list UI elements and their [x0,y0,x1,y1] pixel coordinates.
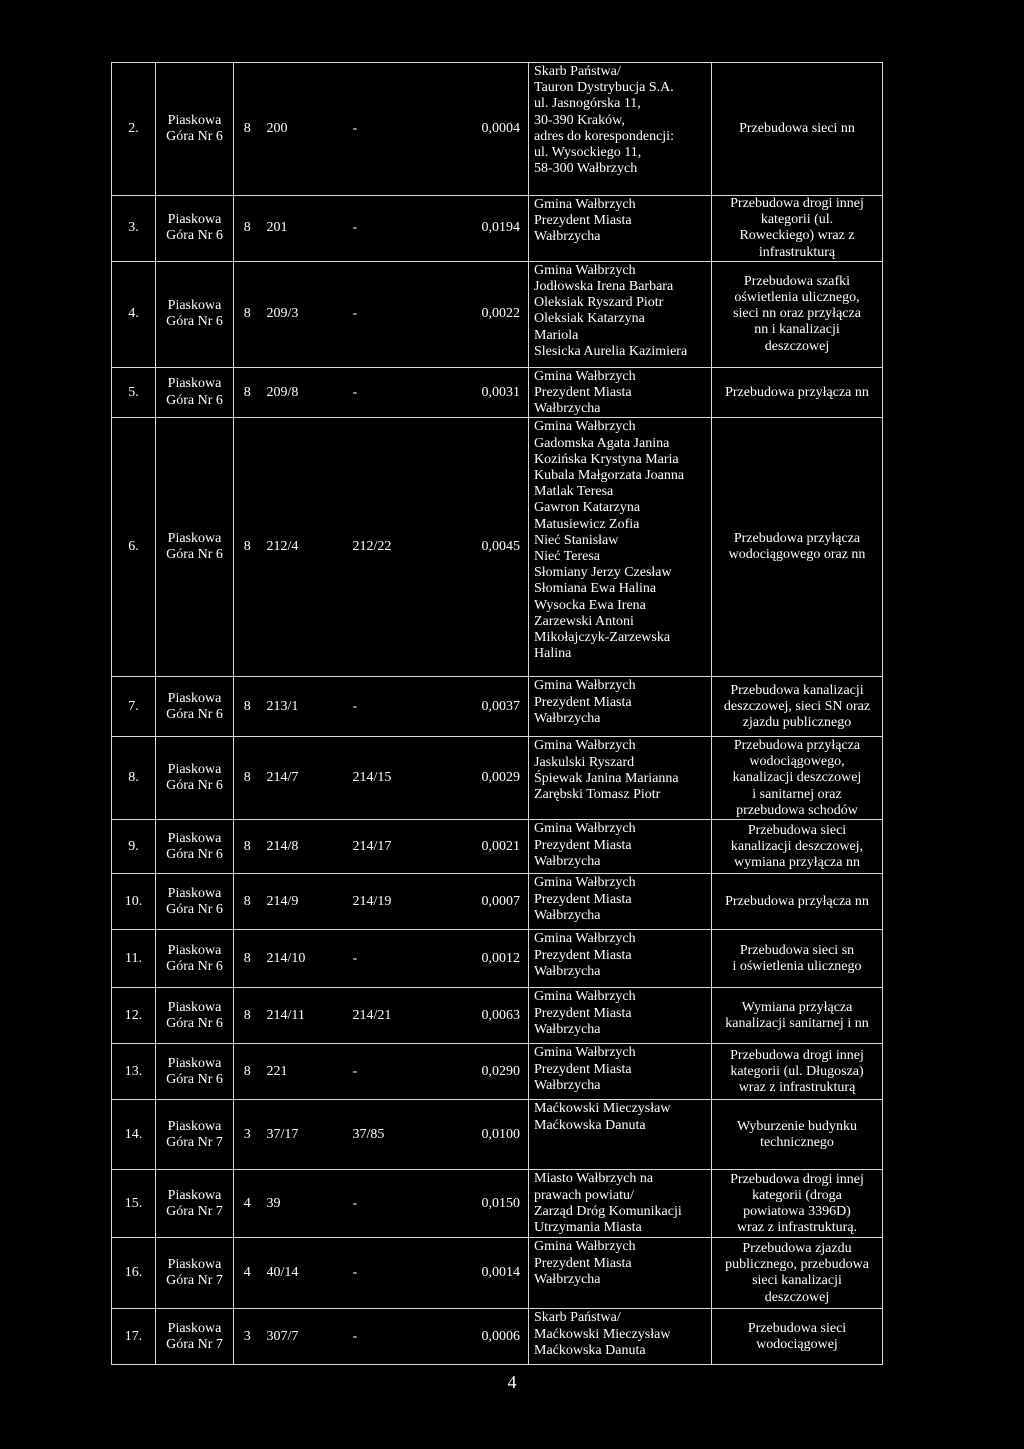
owner-line: Tauron Dystrybucja S.A. [534,80,674,96]
location-cell [156,196,234,262]
location-cell [156,63,234,196]
owner-line: ul. Wysockiego 11, [534,145,642,161]
scope-cell [712,1044,883,1100]
scope-line: wymiana przyłącza nn [734,855,860,871]
area-value: 0,0100 [414,1100,529,1170]
scope-line: i oświetlenia ulicznego [732,958,862,974]
owner-line: Prezydent Miasta [534,694,632,710]
location-line: Piaskowa [167,999,222,1015]
page-number: 4 [507,1372,517,1392]
scope-line: Przebudowa drogi innej [730,196,864,211]
owner-line: Gmina Wałbrzych [534,368,636,384]
scope-line: Przebudowa sieci [747,822,847,838]
parcel-number: 39 [261,1170,349,1238]
owner-cell [529,874,712,930]
new-parcel-number: - [349,1238,414,1309]
owner-line: Skarb Państwa/ [534,64,621,79]
location-line: Góra Nr 6 [166,1071,223,1087]
owner-cell [529,1309,712,1365]
owner-line: Wałbrzycha [534,853,601,869]
owner-line: Słomiany Jerzy Czesław [534,565,672,581]
scope-line: zjazdu publicznego [742,715,852,731]
area-value: 0,0014 [414,1238,529,1309]
table-row [112,1044,883,1100]
owner-line: Wałbrzycha [534,1077,601,1093]
area-value: 0,0012 [414,930,529,988]
new-parcel-number: - [349,261,414,367]
new-parcel-number: - [349,1170,414,1238]
owner-cell [529,677,712,737]
owner-line: Maćkowska Danuta [534,1117,646,1133]
row-number: 2. [112,63,156,196]
scope-line: Przebudowa szafki [743,273,851,289]
location-line: Piaskowa [167,1320,222,1336]
scope-line: nn i kanalizacji [754,322,840,338]
scope-line: Przebudowa drogi innej [730,1171,864,1187]
area-value: 0,0021 [414,820,529,874]
scope-cell [712,1238,883,1309]
scope-line: infrastrukturą [758,244,836,260]
scope-line: technicznego [760,1134,834,1150]
location-line: Piaskowa [167,885,222,901]
location-line: Piaskowa [167,942,222,958]
owner-line: Halina [534,646,572,662]
parcel-table-frame [111,62,882,1358]
owner-line: Prezydent Miasta [534,947,632,963]
location-cell [156,930,234,988]
precinct-number: 3 [234,1309,261,1365]
parcel-number: 214/11 [261,988,349,1044]
scope-line: Przebudowa drogi innej [730,1047,864,1063]
owner-line: Miasto Wałbrzych na [534,1171,654,1187]
area-value: 0,0004 [414,63,529,196]
location-line: Piaskowa [167,1055,222,1071]
location-cell [156,677,234,737]
parcel-number: 37/17 [261,1100,349,1170]
location-line: Góra Nr 7 [166,1203,223,1219]
owner-line: Śpiewak Janina Marianna [534,770,679,786]
owner-line: Utrzymania Miasta [534,1220,642,1236]
precinct-number: 8 [234,874,261,930]
owner-line: Oleksiak Ryszard Piotr [534,295,664,311]
table-row [112,63,883,196]
scope-cell [712,196,883,262]
precinct-number: 8 [234,737,261,820]
table-row [112,820,883,874]
owner-line: Jaskulski Ryszard [534,754,635,770]
owner-cell [529,1170,712,1238]
location-cell [156,1170,234,1238]
row-number: 16. [112,1238,156,1309]
location-line: Piaskowa [167,1257,222,1273]
scope-line: powiatowa 3396D) [743,1203,851,1219]
parcel-number: 214/7 [261,737,349,820]
location-line: Góra Nr 6 [166,314,223,330]
new-parcel-number: 214/17 [349,820,414,874]
owner-line: Prezydent Miasta [534,891,632,907]
new-parcel-number: 214/19 [349,874,414,930]
row-number: 11. [112,930,156,988]
owner-line: Wałbrzycha [534,1271,601,1287]
owner-line: Gawron Katarzyna [534,500,641,516]
owner-line: Gmina Wałbrzych [534,1045,636,1061]
location-cell [156,988,234,1044]
owner-cell [529,988,712,1044]
precinct-number: 8 [234,418,261,677]
new-parcel-number: - [349,63,414,196]
scope-cell [712,874,883,930]
row-number: 15. [112,1170,156,1238]
scope-cell [712,418,883,677]
owner-line: prawach powiatu/ [534,1187,634,1203]
owner-cell [529,1100,712,1170]
precinct-number: 8 [234,930,261,988]
precinct-number: 4 [234,1238,261,1309]
location-cell [156,874,234,930]
scope-line: Przebudowa przyłącza [733,737,861,753]
scope-line: sieci nn oraz przyłącza [733,306,861,322]
precinct-number: 8 [234,1044,261,1100]
new-parcel-number: 37/85 [349,1100,414,1170]
row-number: 10. [112,874,156,930]
scope-line: wodociągowej [756,1336,838,1352]
area-value: 0,0150 [414,1170,529,1238]
owner-line: Wałbrzycha [534,963,601,979]
scope-line: deszczowej [764,1289,830,1305]
area-value: 0,0007 [414,874,529,930]
scope-cell [712,1100,883,1170]
location-line: Piaskowa [167,531,222,547]
owner-cell [529,63,712,196]
scope-cell [712,820,883,874]
new-parcel-number: 212/22 [349,418,414,677]
owner-line: Nieć Teresa [534,549,601,565]
owner-cell [529,418,712,677]
location-line: Góra Nr 6 [166,901,223,917]
location-cell [156,1044,234,1100]
row-number: 9. [112,820,156,874]
owner-cell [529,737,712,820]
location-line: Piaskowa [167,830,222,846]
location-line: Góra Nr 6 [166,706,223,722]
location-line: Piaskowa [167,376,222,392]
location-line: Piaskowa [167,298,222,314]
row-number: 13. [112,1044,156,1100]
area-value: 0,0031 [414,367,529,418]
table-row [112,988,883,1044]
scope-line: Przebudowa sieci sn [739,942,855,958]
parcel-number: 212/4 [261,418,349,677]
scope-cell [712,1170,883,1238]
precinct-number: 4 [234,1170,261,1238]
scope-line: Przebudowa przyłącza [733,531,861,547]
owner-line: 58-300 Wałbrzych [534,161,638,177]
owner-line: Maćkowski Mieczysław [534,1326,671,1342]
owner-line: Kubala Małgorzata Joanna [534,468,685,484]
location-line: Góra Nr 6 [166,228,223,244]
location-line: Piaskowa [167,1118,222,1134]
scope-line: oświetlenia ulicznego, [734,290,860,305]
scope-line: deszczowej, sieci SN oraz [723,698,871,714]
scope-line: deszczowej [764,338,830,354]
location-line: Góra Nr 6 [166,958,223,974]
owner-line: Prezydent Miasta [534,385,632,401]
location-line: Góra Nr 6 [166,547,223,563]
owner-cell [529,1238,712,1309]
table-row [112,1238,883,1309]
scope-line: kategorii (droga [752,1187,842,1203]
new-parcel-number: - [349,1044,414,1100]
owner-line: Jodłowska Irena Barbara [534,279,674,295]
table-row [112,1100,883,1170]
area-value: 0,0029 [414,737,529,820]
new-parcel-number: - [349,930,414,988]
area-value: 0,0022 [414,261,529,367]
owner-line: Wałbrzycha [534,1021,601,1037]
owner-line: Wałbrzycha [534,710,601,726]
row-number: 7. [112,677,156,737]
owner-cell [529,196,712,262]
parcel-number: 214/8 [261,820,349,874]
area-value: 0,0045 [414,418,529,677]
location-cell [156,418,234,677]
owner-line: Gmina Wałbrzych [534,197,636,212]
location-cell [156,1238,234,1309]
location-line: Piaskowa [167,1187,222,1203]
owner-line: Oleksiak Katarzyna [534,311,645,327]
area-value: 0,0037 [414,677,529,737]
scope-cell [712,1309,883,1365]
row-number: 5. [112,367,156,418]
scope-line: Przebudowa przyłącza nn [725,384,869,400]
scope-line: wodociągowego oraz nn [728,547,866,563]
owner-line: Gmina Wałbrzych [534,875,636,891]
owner-line: Nieć Stanisław [534,532,619,548]
row-number: 6. [112,418,156,677]
parcel-number: 201 [261,196,349,262]
scope-line: sieci kanalizacji [752,1273,842,1289]
area-value: 0,0006 [414,1309,529,1365]
location-line: Góra Nr 6 [166,778,223,794]
scope-line: i sanitarnej oraz [752,786,842,802]
scope-line: wraz z infrastrukturą. [736,1220,858,1236]
owner-line: Prezydent Miasta [534,1255,632,1271]
parcel-number: 221 [261,1044,349,1100]
owner-line: Mariola [534,327,579,343]
scope-cell [712,930,883,988]
scope-line: Wyburzenie budynku [736,1118,858,1134]
location-line: Góra Nr 6 [166,846,223,862]
owner-line: Zarzewski Antoni [534,613,634,629]
table-row [112,874,883,930]
owner-line: Prezydent Miasta [534,1005,632,1021]
scope-line: Wymiana przyłącza [741,999,853,1015]
location-line: Góra Nr 7 [166,1134,223,1150]
owner-line: Prezydent Miasta [534,1061,632,1077]
parcel-number: 40/14 [261,1238,349,1309]
scope-cell [712,737,883,820]
owner-line: Prezydent Miasta [534,837,632,853]
owner-line: Wałbrzycha [534,907,601,923]
parcel-number: 209/3 [261,261,349,367]
precinct-number: 8 [234,196,261,262]
location-line: Góra Nr 6 [166,129,223,144]
owner-line: Gmina Wałbrzych [534,419,636,435]
owner-cell [529,367,712,418]
parcel-table-body [112,63,883,1365]
location-line: Piaskowa [167,762,222,778]
scope-line: Przebudowa zjazdu [742,1241,852,1257]
location-line: Góra Nr 7 [166,1273,223,1289]
scope-line: Przebudowa sieci nn [739,120,855,136]
owner-line: Slesicka Aurelia Kazimiera [534,343,688,359]
scope-line: kanalizacji deszczowej [732,770,862,786]
owner-line: adres do korespondencji: [534,128,674,144]
scope-line: Przebudowa sieci [747,1320,847,1336]
owner-line: Maćkowska Danuta [534,1342,646,1358]
new-parcel-number: 214/15 [349,737,414,820]
scope-line: kategorii (ul. [760,212,834,228]
location-line: Góra Nr 7 [166,1336,223,1352]
precinct-number: 8 [234,988,261,1044]
location-cell [156,367,234,418]
table-row [112,737,883,820]
scope-line: publicznego, przebudowa [725,1257,869,1273]
new-parcel-number: - [349,367,414,418]
area-value: 0,0194 [414,196,529,262]
owner-line: Wałbrzycha [534,401,601,417]
parcel-number: 209/8 [261,367,349,418]
owner-line: Zarębski Tomasz Piotr [534,787,661,803]
owner-line: Gadomska Agata Janina [534,435,670,451]
scope-line: Roweckiego) wraz z [739,228,855,244]
row-number: 14. [112,1100,156,1170]
area-value: 0,0063 [414,988,529,1044]
location-cell [156,261,234,367]
owner-line: Gmina Wałbrzych [534,1239,636,1255]
row-number: 8. [112,737,156,820]
row-number: 4. [112,261,156,367]
scope-line: kanalizacji sanitarnej i nn [725,1015,869,1031]
location-cell [156,1100,234,1170]
parcel-number: 214/10 [261,930,349,988]
precinct-number: 8 [234,820,261,874]
owner-line: Gmina Wałbrzych [534,262,636,278]
parcel-number: 214/9 [261,874,349,930]
table-row [112,367,883,418]
scope-cell [712,63,883,196]
new-parcel-number: - [349,677,414,737]
owner-line: Wysocka Ewa Irena [534,597,646,613]
precinct-number: 8 [234,261,261,367]
scope-cell [712,261,883,367]
table-row [112,261,883,367]
table-row [112,1309,883,1365]
scope-cell [712,677,883,737]
table-row [112,930,883,988]
parcel-number: 200 [261,63,349,196]
location-cell [156,1309,234,1365]
parcel-number: 307/7 [261,1309,349,1365]
table-row [112,196,883,262]
location-line: Piaskowa [167,212,222,228]
owner-cell [529,1044,712,1100]
owner-line: Kozińska Krystyna Maria [534,451,679,467]
scope-line: wraz z infrastrukturą [738,1080,856,1096]
parcel-number: 213/1 [261,677,349,737]
area-value: 0,0290 [414,1044,529,1100]
precinct-number: 8 [234,677,261,737]
parcel-table [111,62,883,1365]
row-number: 17. [112,1309,156,1365]
owner-line: ul. Jasnogórska 11, [534,96,641,112]
new-parcel-number: - [349,1309,414,1365]
owner-line: Matusiewicz Zofia [534,516,640,532]
owner-line: Matlak Teresa [534,484,614,500]
scope-cell [712,988,883,1044]
owner-line: Gmina Wałbrzych [534,931,636,947]
owner-line: Mikołajczyk-Zarzewska [534,630,671,646]
owner-cell [529,820,712,874]
scope-line: przebudowa schodów [736,802,858,818]
scope-line: kategorii (ul. Długosza) [730,1063,864,1079]
row-number: 3. [112,196,156,262]
owner-cell [529,930,712,988]
location-line: Piaskowa [167,690,222,706]
new-parcel-number: 214/21 [349,988,414,1044]
table-row [112,1170,883,1238]
location-cell [156,820,234,874]
scope-cell [712,367,883,418]
scope-line: Przebudowa przyłącza nn [725,893,869,909]
table-row [112,418,883,677]
location-line: Piaskowa [167,112,222,128]
location-line: Góra Nr 6 [166,1015,223,1031]
owner-line: Gmina Wałbrzych [534,821,636,837]
owner-line: Skarb Państwa/ [534,1310,621,1326]
precinct-number: 8 [234,63,261,196]
owner-line: Wałbrzycha [534,229,601,245]
location-line: Góra Nr 6 [166,392,223,408]
precinct-number: 3 [234,1100,261,1170]
new-parcel-number: - [349,196,414,262]
scope-line: kanalizacji deszczowej, [730,838,864,854]
owner-line: Gmina Wałbrzych [534,678,636,694]
table-row [112,677,883,737]
owner-line: Gmina Wałbrzych [534,989,636,1005]
owner-line: Gmina Wałbrzych [534,738,636,754]
owner-line: Prezydent Miasta [534,213,632,229]
scope-line: wodociągowego, [749,754,845,770]
scope-line: Przebudowa kanalizacji [730,682,864,698]
owner-line: Zarząd Dróg Komunikacji [534,1203,682,1219]
owner-line: 30-390 Kraków, [534,112,625,128]
row-number: 12. [112,988,156,1044]
owner-line: Słomiana Ewa Halina [534,581,657,597]
precinct-number: 8 [234,367,261,418]
owner-line: Maćkowski Mieczysław [534,1101,671,1117]
owner-cell [529,261,712,367]
location-cell [156,737,234,820]
